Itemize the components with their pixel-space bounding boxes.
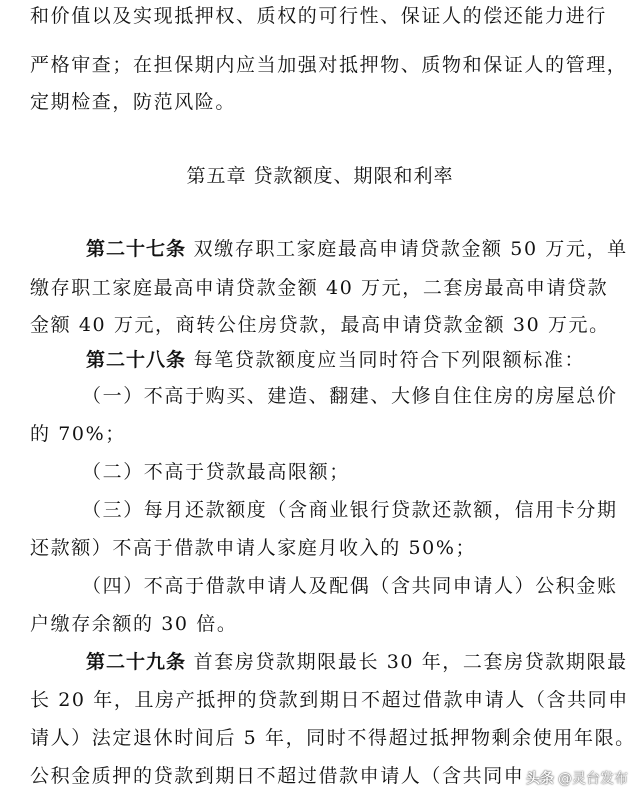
paragraph-line: 缴存职工家庭最高申请贷款金额 40 万元，二套房最高申请贷款 bbox=[30, 277, 609, 299]
watermark-brand: 头条 bbox=[526, 771, 554, 787]
article-27-text: 双缴存职工家庭最高申请贷款金额 50 万元，单 bbox=[186, 238, 628, 260]
watermark bbox=[526, 768, 628, 788]
paragraph-line: 公积金质押的贷款到期日不超过借款申请人（含共同申 bbox=[30, 765, 525, 787]
list-item-2-line: （二）不高于贷款最高限额； bbox=[82, 461, 350, 483]
list-item-4-line: （四）不高于借款申请人及配偶（含共同申请人）公积金账 bbox=[82, 575, 618, 597]
article-29-text: 首套房贷款期限最长 30 年，二套房贷款期限最 bbox=[186, 651, 628, 673]
list-item-1-line: （一）不高于购买、建造、翻建、大修自住住房的房屋总价 bbox=[82, 385, 618, 407]
paragraph-line: 长 20 年，且房产抵押的贷款到期日不超过借款申请人（含共同申 bbox=[30, 689, 629, 711]
article-29-label: 第二十九条 bbox=[86, 651, 187, 673]
list-item-3-line: 还款额）不高于借款申请人家庭月收入的 50%； bbox=[30, 537, 477, 559]
watermark-account: @灵台发布 bbox=[558, 771, 628, 787]
paragraph-line: 金额 40 万元，商转公住房贷款，最高申请贷款金额 30 万元。 bbox=[30, 314, 610, 336]
article-28-label: 第二十八条 bbox=[86, 349, 187, 371]
article-29-line bbox=[86, 650, 628, 674]
paragraph-line: 和价值以及实现抵押权、质权的可行性、保证人的偿还能力进行 bbox=[30, 5, 607, 27]
paragraph-line: 严格审查；在担保期内应当加强对抵押物、质物和保证人的管理， bbox=[30, 54, 628, 76]
article-28-line bbox=[86, 348, 585, 372]
list-item-3-line: （三）每月还款额度（含商业银行贷款还款额，信用卡分期 bbox=[82, 499, 618, 521]
article-28-text: 每笔贷款额度应当同时符合下列限额标准： bbox=[186, 349, 586, 371]
list-item-1-line: 的 70%； bbox=[30, 423, 126, 445]
article-27-line bbox=[86, 237, 628, 261]
paragraph-line: 请人）法定退休时间后 5 年，同时不得超过抵押物剩余使用年限。 bbox=[30, 727, 636, 749]
article-27-label: 第二十七条 bbox=[86, 238, 187, 260]
chapter-title: 第五章 贷款额度、期限和利率 bbox=[186, 165, 454, 187]
paragraph-line: 定期检查，防范风险。 bbox=[30, 91, 237, 113]
list-item-4-line: 户缴存余额的 30 倍。 bbox=[30, 613, 238, 635]
